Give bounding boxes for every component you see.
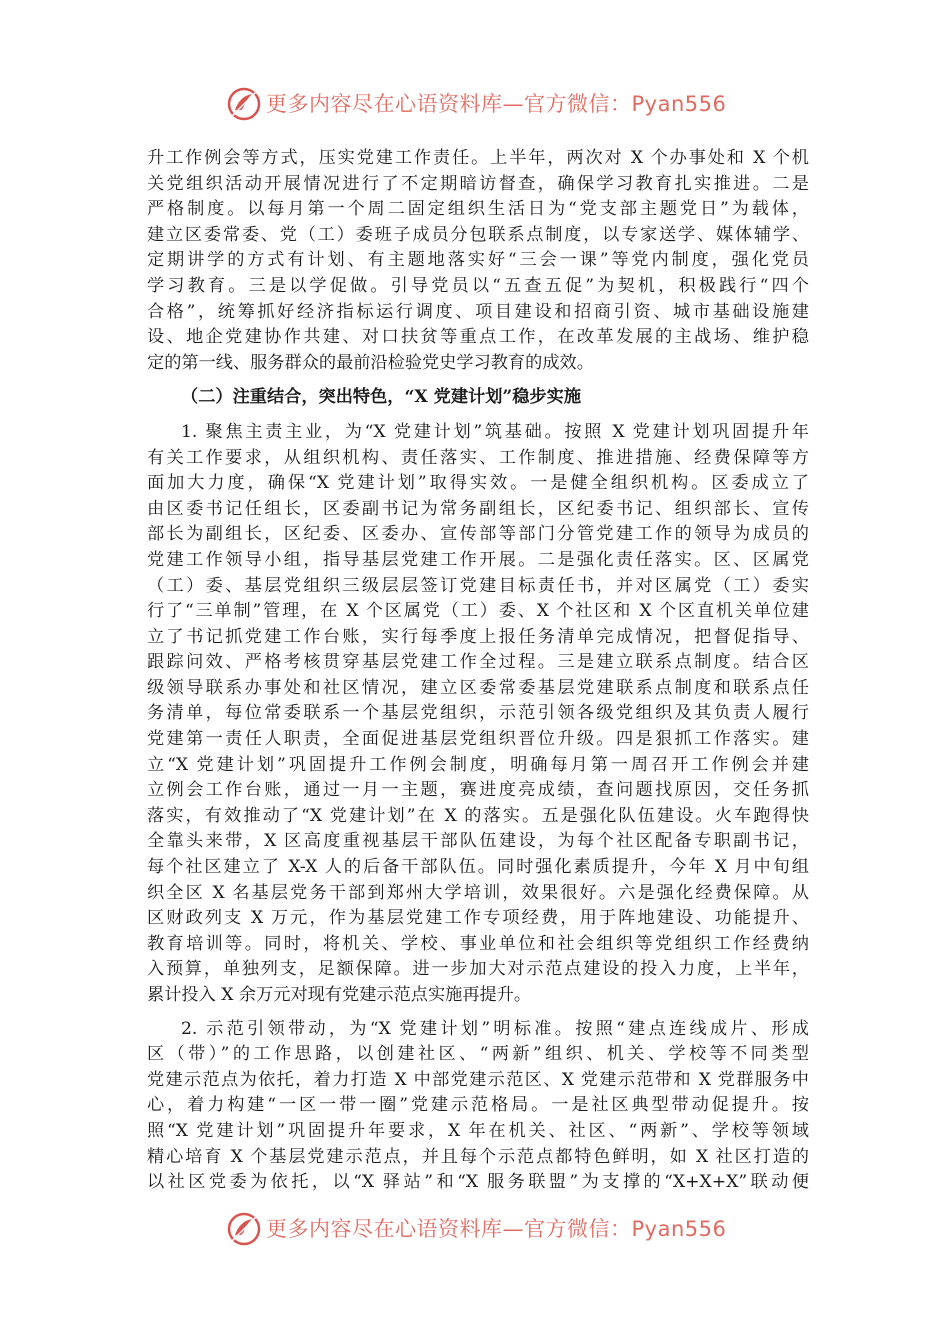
text-line: 党建工作领导小组，指导基层党建工作开展。二是强化责任落实。区、区属党 <box>147 549 809 570</box>
text-line: 学习教育。三是以学促做。引导党员以“五查五促”为契机，积极践行“四个 <box>147 275 809 296</box>
watermark-banner-top <box>0 84 950 124</box>
text-line: 1. 聚焦主责主业，为“X 党建计划”筑基础。按照 X 党建计划巩固提升年 <box>181 421 809 442</box>
text-line: 立例会工作台账，通过一月一主题，赛进度亮成绩，查问题找原因，交任务抓 <box>147 780 809 801</box>
paragraph-1 <box>147 146 809 376</box>
text-line: 合格”，统筹抓好经济指标运行调度、项目建设和招商引资、城市基础设施建 <box>147 301 809 322</box>
text-line: 定期讲学的方式有计划、有主题地落实好“三会一课”等党内制度，强化党员 <box>147 250 809 271</box>
section-heading: （二）注重结合，突出特色，“X 党建计划”稳步实施 <box>181 387 582 408</box>
text-line: 升工作例会等方式，压实党建工作责任。上半年，两次对 X 个办事处和 X 个机 <box>147 148 809 168</box>
text-line: 累计投入 X 余万元对现有党建示范点实施再提升。 <box>147 985 532 1005</box>
text-line: 照“X 党建计划”巩固提升年要求，X 年在机关、社区、“两新”、学校等领域 <box>147 1120 809 1141</box>
text-line: 定的第一线、服务群众的最前沿检验党史学习教育的成效。 <box>147 352 594 373</box>
paragraph-2 <box>147 420 809 1009</box>
watermark-text: 更多内容尽在心语资料库—官方微信：Pyan556 <box>266 92 727 116</box>
text-line: 党建第一责任人职责，全面促进基层党组织晋位升级。四是狠抓工作落实。建 <box>147 729 809 750</box>
text-line: 入预算，单独列支，足额保障。进一步加大对示范点建设的投入力度，上半年， <box>147 959 809 980</box>
text-line: 以社区党委为依托，以“X 驿站”和“X 服务联盟”为支撑的“X+X+X”联动便 <box>147 1172 809 1193</box>
text-line: （工）委、基层党组织三级层层签订党建目标责任书，并对区属党（工）委实 <box>147 575 809 596</box>
text-line: 区财政列支 X 万元，作为基层党建工作专项经费，用于阵地建设、功能提升、 <box>147 908 809 929</box>
watermark-banner-bottom <box>0 1209 950 1249</box>
text-line: 织全区 X 名基层党务干部到郑州大学培训，效果很好。六是强化经费保障。从 <box>147 882 809 903</box>
text-line: 部长为副组长，区纪委、区委办、宣传部等部门分管党建工作的领导为成员的 <box>147 524 809 545</box>
text-line: 级领导联系办事处和社区情况，建立区委常委基层党建联系点制度和联系点任 <box>147 677 809 698</box>
text-line: 每个社区建立了 X-X 人的后备干部队伍。同时强化素质提升，今年 X 月中旬组 <box>147 857 809 878</box>
text-line: 立“X 党建计划”巩固提升工作例会制度，明确每月第一周召开工作例会并建 <box>147 754 809 775</box>
text-line: 由区委书记任组长，区委副书记为常务副组长，区纪委书记、组织部长、宣传 <box>147 498 809 519</box>
document-body <box>147 146 809 1196</box>
text-line: 跟踪问效、严格考核贯穿基层党建工作全过程。三是建立联系点制度。结合区 <box>147 652 809 673</box>
text-line: 面加大力度，确保“X 党建计划”取得实效。一是健全组织机构。区委成立了 <box>147 473 809 494</box>
logo-icon <box>226 1211 262 1247</box>
text-line: 有关工作要求，从组织机构、责任落实、工作制度、推进措施、经费保障等方 <box>147 447 809 468</box>
text-line: 行了“三单制”管理，在 X 个区属党（工）委、X 个社区和 X 个区直机关单位建 <box>147 601 809 622</box>
text-line: 区（带）”的工作思路，以创建社区、“两新”组织、机关、学校等不同类型 <box>147 1044 809 1065</box>
text-line: 教育培训等。同时，将机关、学校、事业单位和社会组织等党组织工作经费纳 <box>147 933 809 954</box>
watermark-text: 更多内容尽在心语资料库—官方微信：Pyan556 <box>266 1217 727 1241</box>
text-line: 2. 示范引领带动，为“X 党建计划”明标准。按照“建点连线成片、形成 <box>181 1018 809 1039</box>
paragraph-gap <box>147 1009 809 1017</box>
text-line: 立了书记抓党建工作台账，实行每季度上报任务清单完成情况，把督促指导、 <box>147 626 809 647</box>
paragraph-3 <box>147 1017 809 1196</box>
text-line: 务清单，每位常委联系一个基层党组织，示范引领各级党组织及其负责人履行 <box>147 703 809 724</box>
text-line: 全靠头来带，X 区高度重视基层干部队伍建设，为每个社区配备专职副书记， <box>147 831 809 852</box>
text-line: 精心培育 X 个基层党建示范点，并且每个示范点都特色鲜明，如 X 社区打造的 <box>147 1146 809 1167</box>
text-line: 关党组织活动开展情况进行了不定期暗访督查，确保学习教育扎实推进。二是 <box>147 173 809 194</box>
text-line: 建立区委常委、党（工）委班子成员分包联系点制度，以专家送学、媒体辅学、 <box>147 224 809 245</box>
text-line: 党建示范点为依托，着力打造 X 中部党建示范区、X 党建示范带和 X 党群服务中 <box>147 1069 809 1090</box>
text-line: 心，着力构建“一区一带一圈”党建示范格局。一是社区典型带动促提升。按 <box>147 1095 809 1116</box>
logo-icon <box>226 86 262 122</box>
text-line: 设、地企党建协作共建、对口扶贫等重点工作，在改革发展的主战场、维护稳 <box>147 327 809 348</box>
text-line: 落实，有效推动了“X 党建计划”在 X 的落实。五是强化队伍建设。火车跑得快 <box>147 805 809 826</box>
text-line: 严格制度。以每月第一个周二固定组织生活日为“党支部主题党日”为载体， <box>147 199 809 220</box>
